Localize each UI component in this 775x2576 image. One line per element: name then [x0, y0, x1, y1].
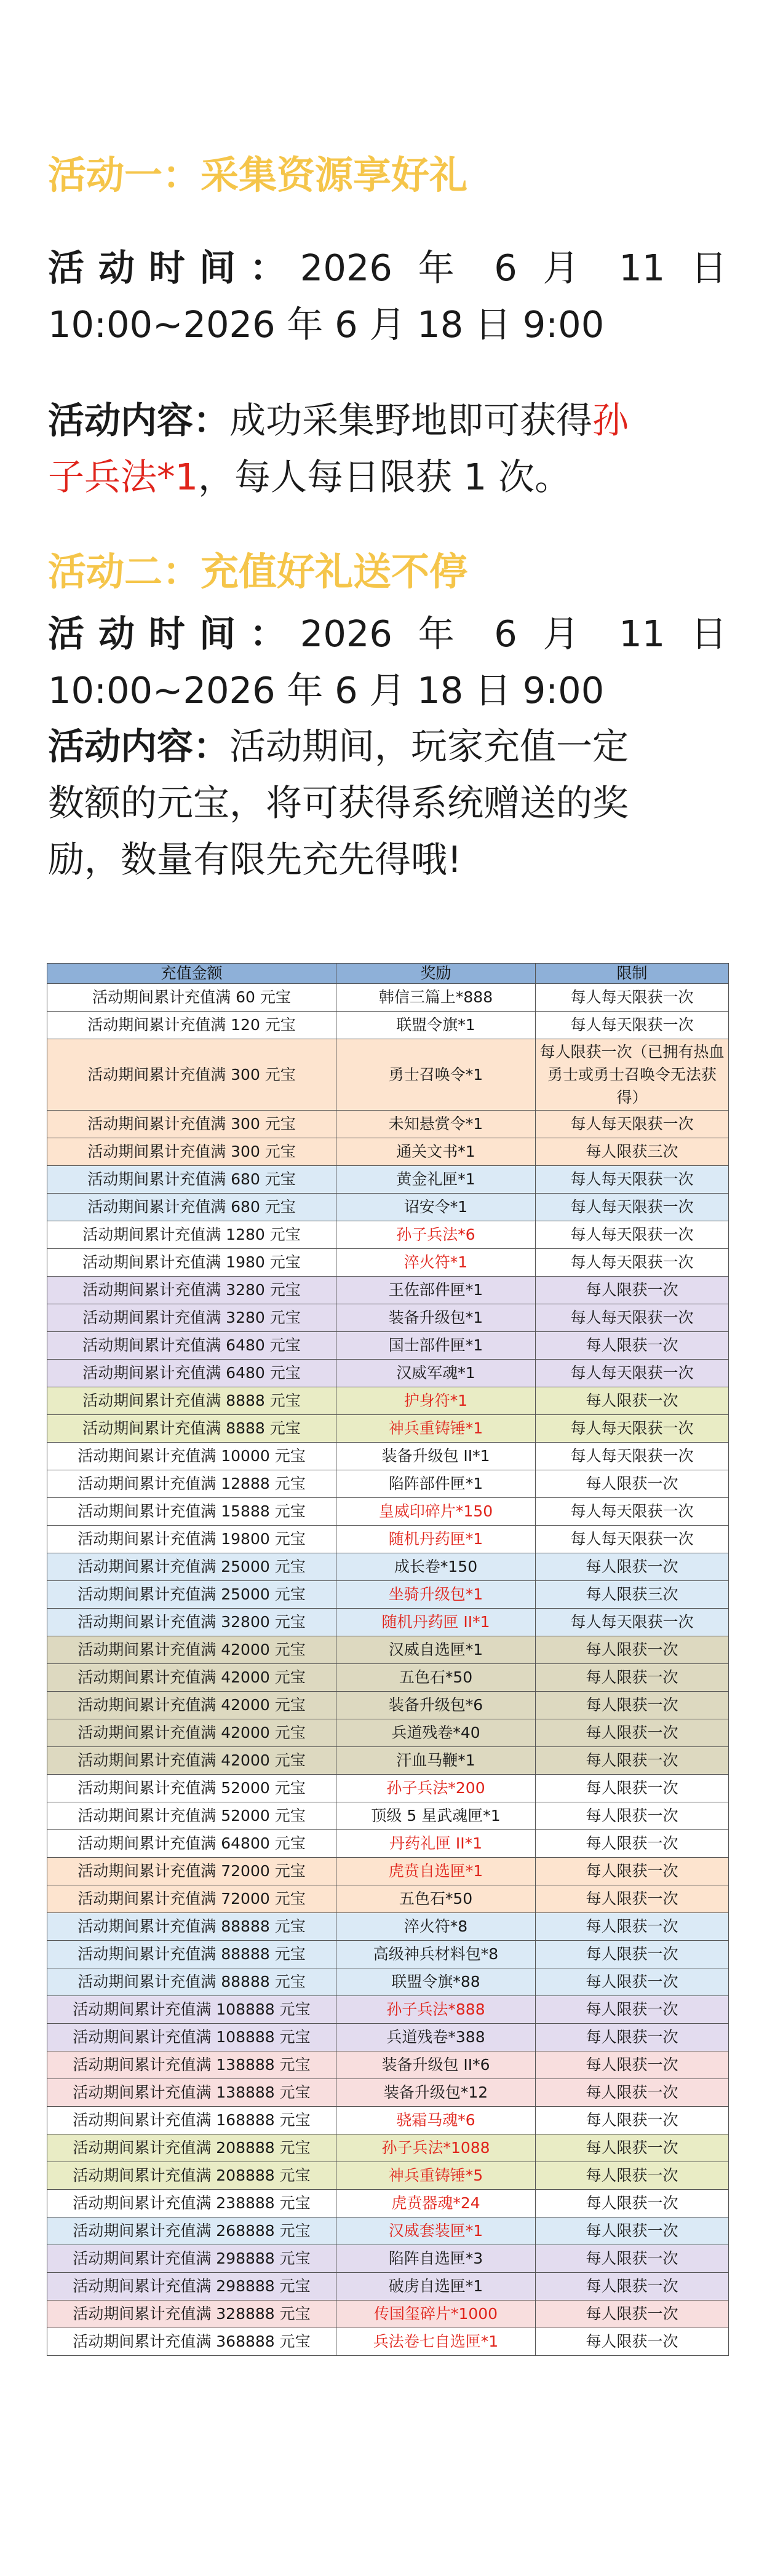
- activity2-time-label: 活动时间：: [48, 612, 300, 655]
- activity1-time: [48, 240, 727, 353]
- limit-cell: 每人限获一次: [536, 2328, 729, 2356]
- reward-cell: 未知悬赏令*1: [336, 1111, 536, 1138]
- amount-cell: 活动期间累计充值满 208888 元宝: [47, 2162, 336, 2190]
- reward-cell: 联盟令旗*1: [336, 1012, 536, 1039]
- table-row: [47, 1581, 729, 1609]
- activity1-reward-part2: 子兵法*1: [48, 456, 199, 498]
- limit-cell: 每人限获一次: [536, 1941, 729, 1968]
- limit-cell: 每人每天限获一次: [536, 1526, 729, 1553]
- table-row: [47, 1387, 729, 1415]
- amount-cell: 活动期间累计充值满 15888 元宝: [47, 1498, 336, 1526]
- reward-cell: 汉威自选匣*1: [336, 1636, 536, 1664]
- table-row: [47, 1221, 729, 1249]
- amount-cell: 活动期间累计充值满 25000 元宝: [47, 1553, 336, 1581]
- limit-cell: 每人限获一次: [536, 1664, 729, 1692]
- table-row: [47, 2107, 729, 2134]
- recharge-reward-table: [47, 963, 729, 2356]
- amount-cell: 活动期间累计充值满 8888 元宝: [47, 1415, 336, 1443]
- reward-cell: 王佐部件匣*1: [336, 1277, 536, 1304]
- amount-cell: 活动期间累计充值满 32800 元宝: [47, 1609, 336, 1636]
- activity2-content: [48, 718, 727, 888]
- reward-cell: 五色石*50: [336, 1664, 536, 1692]
- reward-cell: 联盟令旗*88: [336, 1968, 536, 1996]
- table-row: [47, 1360, 729, 1387]
- activity1-reward-part1: 孙: [592, 399, 629, 442]
- reward-cell: 黄金礼匣*1: [336, 1166, 536, 1194]
- table-row: [47, 2190, 729, 2217]
- reward-cell: 成长卷*150: [336, 1553, 536, 1581]
- amount-cell: 活动期间累计充值满 368888 元宝: [47, 2328, 336, 2356]
- amount-cell: 活动期间累计充值满 1980 元宝: [47, 1249, 336, 1277]
- amount-cell: 活动期间累计充值满 680 元宝: [47, 1194, 336, 1221]
- table-row: [47, 1498, 729, 1526]
- limit-cell: 每人每天限获一次: [536, 1166, 729, 1194]
- table-row: [47, 1941, 729, 1968]
- amount-cell: 活动期间累计充值满 42000 元宝: [47, 1636, 336, 1664]
- limit-cell: 每人限获一次: [536, 1885, 729, 1913]
- amount-cell: 活动期间累计充值满 42000 元宝: [47, 1664, 336, 1692]
- limit-cell: 每人限获三次: [536, 1138, 729, 1166]
- limit-cell: 每人限获一次: [536, 1277, 729, 1304]
- reward-cell: 皇威印碎片*150: [336, 1498, 536, 1526]
- table-row: [47, 1470, 729, 1498]
- reward-cell: 陷阵部件匣*1: [336, 1470, 536, 1498]
- limit-cell: 每人每天限获一次: [536, 1415, 729, 1443]
- table-row: [47, 1858, 729, 1885]
- amount-cell: 活动期间累计充值满 268888 元宝: [47, 2217, 336, 2245]
- activity1-title: 活动一：采集资源享好礼: [48, 153, 468, 197]
- limit-cell: 每人限获一次: [536, 1747, 729, 1775]
- reward-cell: 孙子兵法*200: [336, 1775, 536, 1802]
- limit-cell: 每人每天限获一次: [536, 1443, 729, 1470]
- table-row: [47, 1553, 729, 1581]
- limit-cell: 每人每天限获一次: [536, 984, 729, 1012]
- activity1-content-post: ，每人每日限获 1 次。: [198, 456, 571, 498]
- limit-cell: 每人每天限获一次: [536, 1012, 729, 1039]
- reward-cell: 勇士召唤令*1: [336, 1039, 536, 1111]
- table-row: [47, 2217, 729, 2245]
- table-row: [47, 2162, 729, 2190]
- amount-cell: 活动期间累计充值满 19800 元宝: [47, 1526, 336, 1553]
- table-row: [47, 1415, 729, 1443]
- reward-cell: 装备升级包*1: [336, 1304, 536, 1332]
- reward-cell: 护身符*1: [336, 1387, 536, 1415]
- reward-cell: 高级神兵材料包*8: [336, 1941, 536, 1968]
- amount-cell: 活动期间累计充值满 60 元宝: [47, 984, 336, 1012]
- table-row: [47, 1830, 729, 1858]
- table-row: [47, 1304, 729, 1332]
- amount-cell: 活动期间累计充值满 8888 元宝: [47, 1387, 336, 1415]
- table-row: [47, 1719, 729, 1747]
- limit-cell: 每人每天限获一次: [536, 1194, 729, 1221]
- activity2-content-line2: 数额的元宝，将可获得系统赠送的奖: [48, 782, 629, 824]
- amount-cell: 活动期间累计充值满 52000 元宝: [47, 1802, 336, 1830]
- amount-cell: 活动期间累计充值满 64800 元宝: [47, 1830, 336, 1858]
- reward-cell: 兵道残卷*40: [336, 1719, 536, 1747]
- limit-cell: 每人限获一次: [536, 1802, 729, 1830]
- limit-cell: 每人限获一次: [536, 1830, 729, 1858]
- limit-cell: 每人限获一次: [536, 1719, 729, 1747]
- amount-cell: 活动期间累计充值满 168888 元宝: [47, 2107, 336, 2134]
- table-row: [47, 1968, 729, 1996]
- reward-table-wrapper: [47, 963, 728, 2356]
- reward-cell: 通关文书*1: [336, 1138, 536, 1166]
- limit-cell: 每人每天限获一次: [536, 1249, 729, 1277]
- table-row: [47, 984, 729, 1012]
- reward-cell: 神兵重铸锤*1: [336, 1415, 536, 1443]
- table-row: [47, 1526, 729, 1553]
- amount-cell: 活动期间累计充值满 108888 元宝: [47, 1996, 336, 2024]
- limit-cell: 每人限获一次: [536, 2217, 729, 2245]
- reward-cell: 陷阵自选匣*3: [336, 2245, 536, 2273]
- reward-cell: 虎贲自选匣*1: [336, 1858, 536, 1885]
- header-amount: 充值金额: [47, 964, 336, 984]
- activity1-content: [48, 392, 727, 505]
- activity2-time: [48, 606, 727, 719]
- reward-cell: 顶级 5 星武魂匣*1: [336, 1802, 536, 1830]
- reward-cell: 汉威军魂*1: [336, 1360, 536, 1387]
- amount-cell: 活动期间累计充值满 42000 元宝: [47, 1747, 336, 1775]
- table-row: [47, 1692, 729, 1719]
- amount-cell: 活动期间累计充值满 680 元宝: [47, 1166, 336, 1194]
- table-row: [47, 1802, 729, 1830]
- table-row: [47, 1443, 729, 1470]
- amount-cell: 活动期间累计充值满 298888 元宝: [47, 2245, 336, 2273]
- amount-cell: 活动期间累计充值满 88888 元宝: [47, 1913, 336, 1941]
- reward-cell: 装备升级包 II*6: [336, 2051, 536, 2079]
- table-row: [47, 1111, 729, 1138]
- limit-cell: 每人限获一次: [536, 1387, 729, 1415]
- reward-cell: 丹药礼匣 II*1: [336, 1830, 536, 1858]
- table-row: [47, 2024, 729, 2051]
- amount-cell: 活动期间累计充值满 6480 元宝: [47, 1332, 336, 1360]
- amount-cell: 活动期间累计充值满 1280 元宝: [47, 1221, 336, 1249]
- table-row: [47, 2079, 729, 2107]
- limit-cell: 每人限获一次: [536, 2301, 729, 2328]
- amount-cell: 活动期间累计充值满 300 元宝: [47, 1138, 336, 1166]
- activity1-time-line1: 2026 年 6 月 11 日: [300, 247, 727, 289]
- limit-cell: 每人限获三次: [536, 1581, 729, 1609]
- table-row: [47, 1664, 729, 1692]
- limit-cell: 每人限获一次: [536, 1775, 729, 1802]
- reward-cell: 孙子兵法*888: [336, 1996, 536, 2024]
- amount-cell: 活动期间累计充值满 208888 元宝: [47, 2134, 336, 2162]
- activity2-content-label: 活动内容：: [48, 725, 230, 767]
- reward-cell: 孙子兵法*1088: [336, 2134, 536, 2162]
- reward-cell: 汗血马鞭*1: [336, 1747, 536, 1775]
- reward-cell: 破虏自选匣*1: [336, 2273, 536, 2301]
- reward-cell: 坐骑升级包*1: [336, 1581, 536, 1609]
- reward-cell: 虎贲器魂*24: [336, 2190, 536, 2217]
- reward-cell: 五色石*50: [336, 1885, 536, 1913]
- amount-cell: 活动期间累计充值满 108888 元宝: [47, 2024, 336, 2051]
- limit-cell: 每人每天限获一次: [536, 1221, 729, 1249]
- activity1-content-pre: 成功采集野地即可获得: [229, 399, 593, 442]
- amount-cell: 活动期间累计充值满 42000 元宝: [47, 1719, 336, 1747]
- table-row: [47, 2134, 729, 2162]
- limit-cell: 每人限获一次: [536, 1913, 729, 1941]
- limit-cell: 每人限获一次: [536, 2245, 729, 2273]
- amount-cell: 活动期间累计充值满 138888 元宝: [47, 2079, 336, 2107]
- limit-cell: 每人限获一次: [536, 1636, 729, 1664]
- header-reward: 奖励: [336, 964, 536, 984]
- limit-cell: 每人每天限获一次: [536, 1304, 729, 1332]
- limit-cell: 每人限获一次: [536, 1470, 729, 1498]
- activity2-title: 活动二：充值好礼送不停: [48, 549, 468, 594]
- limit-cell: 每人限获一次: [536, 1968, 729, 1996]
- table-row: [47, 1996, 729, 2024]
- table-row: [47, 2051, 729, 2079]
- limit-cell: 每人限获一次: [536, 1996, 729, 2024]
- table-row: [47, 1249, 729, 1277]
- limit-cell: 每人限获一次: [536, 1858, 729, 1885]
- limit-cell: 每人每天限获一次: [536, 1360, 729, 1387]
- amount-cell: 活动期间累计充值满 88888 元宝: [47, 1968, 336, 1996]
- limit-cell: 每人每天限获一次: [536, 1609, 729, 1636]
- activity1-content-label: 活动内容：: [48, 399, 230, 442]
- limit-cell: 每人每天限获一次: [536, 1111, 729, 1138]
- table-row: [47, 1636, 729, 1664]
- reward-cell: 孙子兵法*6: [336, 1221, 536, 1249]
- reward-cell: 兵法卷七自选匣*1: [336, 2328, 536, 2356]
- amount-cell: 活动期间累计充值满 3280 元宝: [47, 1304, 336, 1332]
- table-row: [47, 1012, 729, 1039]
- amount-cell: 活动期间累计充值满 6480 元宝: [47, 1360, 336, 1387]
- table-row: [47, 2273, 729, 2301]
- amount-cell: 活动期间累计充值满 238888 元宝: [47, 2190, 336, 2217]
- reward-cell: 国士部件匣*1: [336, 1332, 536, 1360]
- activity2-time-line1: 2026 年 6 月 11 日: [300, 612, 727, 655]
- limit-cell: 每人限获一次: [536, 2051, 729, 2079]
- limit-cell: 每人限获一次: [536, 1553, 729, 1581]
- reward-cell: 韩信三篇上*888: [336, 984, 536, 1012]
- amount-cell: 活动期间累计充值满 3280 元宝: [47, 1277, 336, 1304]
- reward-cell: 汉威套装匣*1: [336, 2217, 536, 2245]
- reward-cell: 淬火符*1: [336, 1249, 536, 1277]
- amount-cell: 活动期间累计充值满 88888 元宝: [47, 1941, 336, 1968]
- table-row: [47, 1913, 729, 1941]
- limit-cell: 每人限获一次: [536, 2079, 729, 2107]
- limit-cell: 每人限获一次: [536, 2162, 729, 2190]
- table-row: [47, 2245, 729, 2273]
- amount-cell: 活动期间累计充值满 12888 元宝: [47, 1470, 336, 1498]
- limit-cell: 每人限获一次: [536, 2024, 729, 2051]
- amount-cell: 活动期间累计充值满 72000 元宝: [47, 1858, 336, 1885]
- amount-cell: 活动期间累计充值满 120 元宝: [47, 1012, 336, 1039]
- reward-cell: 神兵重铸锤*5: [336, 2162, 536, 2190]
- table-row: [47, 1166, 729, 1194]
- limit-cell: 每人限获一次: [536, 2134, 729, 2162]
- amount-cell: 活动期间累计充值满 300 元宝: [47, 1111, 336, 1138]
- amount-cell: 活动期间累计充值满 72000 元宝: [47, 1885, 336, 1913]
- limit-cell: 每人限获一次: [536, 1332, 729, 1360]
- header-limit: 限制: [536, 964, 729, 984]
- table-row: [47, 1277, 729, 1304]
- limit-cell: 每人限获一次: [536, 2107, 729, 2134]
- reward-cell: 诏安令*1: [336, 1194, 536, 1221]
- table-row: [47, 1609, 729, 1636]
- reward-cell: 装备升级包 II*1: [336, 1443, 536, 1470]
- amount-cell: 活动期间累计充值满 328888 元宝: [47, 2301, 336, 2328]
- table-row: [47, 1194, 729, 1221]
- table-row: [47, 1332, 729, 1360]
- activity1-time-label: 活动时间：: [48, 247, 300, 289]
- activity2-time-line2: 10:00~2026 年 6 月 18 日 9:00: [48, 669, 605, 711]
- amount-cell: 活动期间累计充值满 52000 元宝: [47, 1775, 336, 1802]
- limit-cell: 每人限获一次: [536, 1692, 729, 1719]
- reward-cell: 随机丹药匣 II*1: [336, 1609, 536, 1636]
- activity2-content-line1: 活动期间，玩家充值一定: [229, 725, 629, 767]
- reward-cell: 随机丹药匣*1: [336, 1526, 536, 1553]
- reward-cell: 兵道残卷*388: [336, 2024, 536, 2051]
- reward-cell: 装备升级包*12: [336, 2079, 536, 2107]
- amount-cell: 活动期间累计充值满 298888 元宝: [47, 2273, 336, 2301]
- table-row: [47, 2301, 729, 2328]
- amount-cell: 活动期间累计充值满 300 元宝: [47, 1039, 336, 1111]
- amount-cell: 活动期间累计充值满 10000 元宝: [47, 1443, 336, 1470]
- table-row: [47, 2328, 729, 2356]
- reward-cell: 传国玺碎片*1000: [336, 2301, 536, 2328]
- table-row: [47, 1747, 729, 1775]
- table-row: [47, 1775, 729, 1802]
- amount-cell: 活动期间累计充值满 138888 元宝: [47, 2051, 336, 2079]
- amount-cell: 活动期间累计充值满 42000 元宝: [47, 1692, 336, 1719]
- table-body: [47, 984, 729, 2356]
- limit-cell: 每人限获一次（已拥有热血勇士或勇士召唤令无法获得）: [536, 1039, 729, 1111]
- reward-cell: 骁霜马魂*6: [336, 2107, 536, 2134]
- table-row: [47, 1138, 729, 1166]
- table-row: [47, 1885, 729, 1913]
- reward-cell: 淬火符*8: [336, 1913, 536, 1941]
- table-header-row: [47, 964, 729, 984]
- table-row: [47, 1039, 729, 1111]
- activity2-content-line3: 励，数量有限先充先得哦!: [48, 838, 462, 881]
- activity1-time-line2: 10:00~2026 年 6 月 18 日 9:00: [48, 303, 605, 346]
- amount-cell: 活动期间累计充值满 25000 元宝: [47, 1581, 336, 1609]
- reward-cell: 装备升级包*6: [336, 1692, 536, 1719]
- limit-cell: 每人限获一次: [536, 2190, 729, 2217]
- limit-cell: 每人限获一次: [536, 2273, 729, 2301]
- limit-cell: 每人每天限获一次: [536, 1498, 729, 1526]
